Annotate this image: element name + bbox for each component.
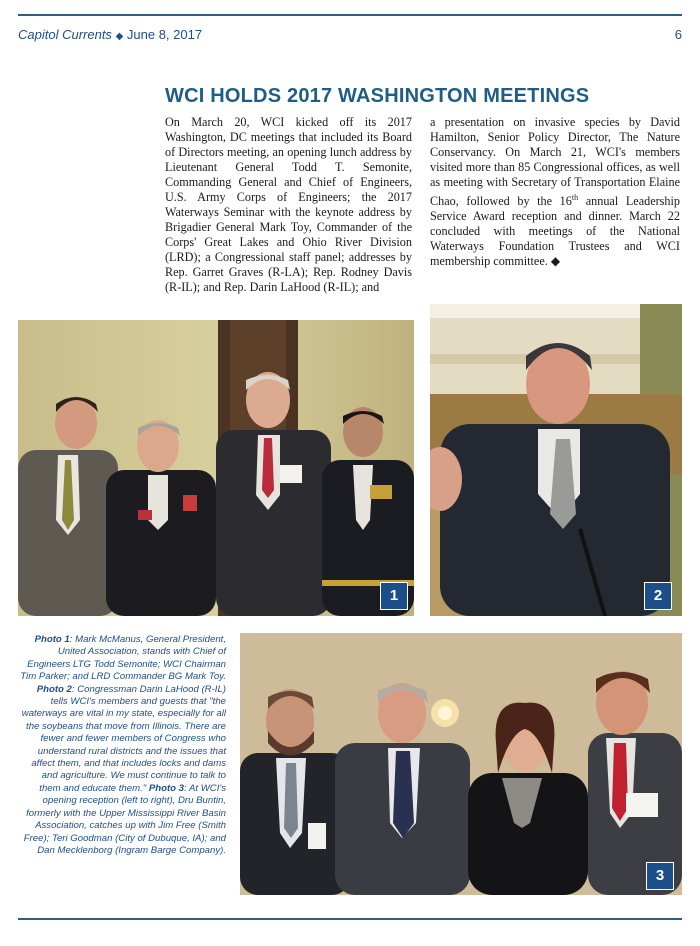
column-2-text-a: a presentation on invasive species by David Hamilton, Senior Policy Director, The Nature Conservancy. On March 21, WCI's members visited more than 85 Congressional offices, as well as meeting with Secretary of Transportation Elaine Chao, followed by the 16 xyxy=(430,115,680,209)
bottom-rule xyxy=(18,918,682,920)
caption-label-1: Photo 1 xyxy=(34,634,70,645)
photo-3-number: 3 xyxy=(646,862,674,890)
article-column-1: On March 20, WCI kicked off its 2017 Washington, DC meetings that included its Board of Directors meeting, an opening lunch address by Lieutenant General Todd T. Semonite, Commanding General and Chief of Engineers, U.S. Army Corps of Engineers; the 2017 Waterways Seminar with the keynote address by Brigadier General Mark Toy, Commander of the Corps' Great Lakes and Ohio River Division (LRD); a Congressional staff panel; addresses by Rep. Garret Graves (R-LA); Rep. Rodney Davis (R-IL); and Rep. Darin LaHood (R-IL); and xyxy=(165,115,412,294)
page-number: 6 xyxy=(674,27,682,42)
caption-text-2: : Congressman Darin LaHood (R-IL) tells WCI's members and guests that "the waterways are vital in my state, especially for all the soybeans that move from Illinois. There are fewer and fewer members of Congress who understand rural districts and the issues that affect them, and that includes locks and dams and agriculture. We must continue to talk to them and educate them." xyxy=(21,683,226,794)
photo-1-image xyxy=(18,320,414,616)
article-column-2 xyxy=(430,115,680,269)
header-left xyxy=(18,27,202,42)
photo-2-image xyxy=(430,304,682,616)
caption-text-1: : Mark McManus, General President, United Association, stands with Chief of Engineers LTG Todd Semonite; WCI Chairman Tim Parker; and LRD Commander BG Mark Toy. xyxy=(20,634,226,683)
publication-name: Capitol Currents xyxy=(18,27,112,42)
photo-2-number: 2 xyxy=(644,582,672,610)
photo-1 xyxy=(18,320,414,616)
caption-label-3: Photo 3 xyxy=(148,782,185,794)
photo-2 xyxy=(430,304,682,616)
top-rule xyxy=(18,14,682,16)
page-header xyxy=(18,27,682,47)
photo-3 xyxy=(240,633,682,895)
header-separator: ◆ xyxy=(115,31,124,42)
issue-date: June 8, 2017 xyxy=(126,27,203,42)
photo-caption xyxy=(18,634,226,857)
column-2-text-b: annual Leadership Service Award reception and dinner. March 22 concluded with meetings of the National Waterways Foundation Trustees and WCI membership committee. ◆ xyxy=(430,194,680,269)
photo-1-number: 1 xyxy=(380,582,408,610)
caption-label-2: Photo 2 xyxy=(36,683,72,695)
photo-3-image xyxy=(240,633,682,895)
article-headline: WCI HOLDS 2017 WASHINGTON MEETINGS xyxy=(165,85,590,107)
caption-text-3: : At WCI's opening reception (left to right), Dru Buntin, formerly with the Upper Mississippi River Basin Association, catches up with Jim Free (Smith Free); Teri Goodman (City of Dubuque, IA); and Dan Mecklenborg (Ingram Barge Company). xyxy=(23,782,226,856)
ordinal-suffix: th xyxy=(571,193,579,202)
